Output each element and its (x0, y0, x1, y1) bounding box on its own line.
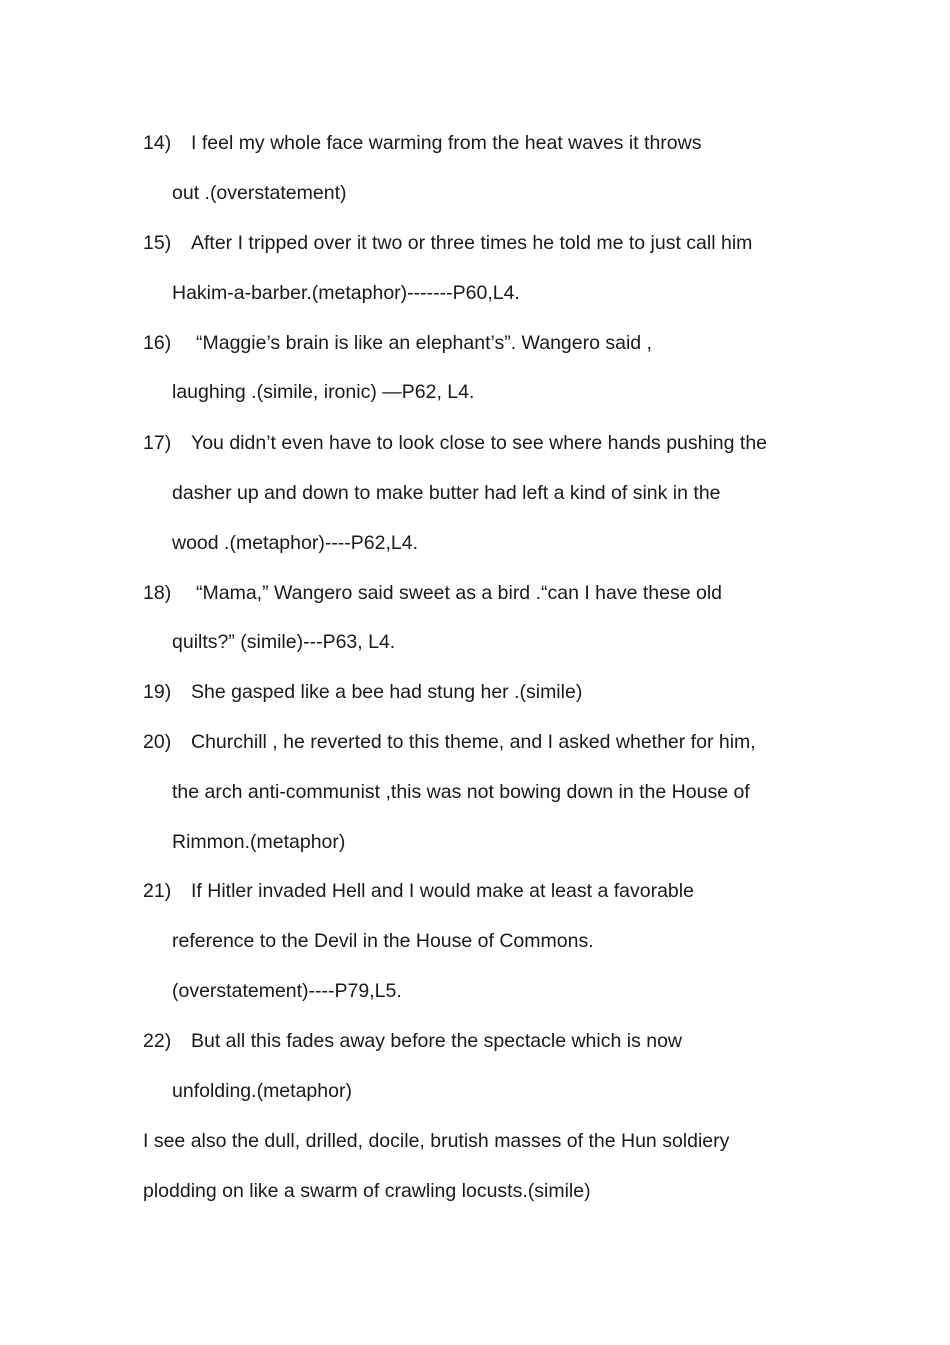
item-15-number: 15) (143, 232, 172, 254)
item-22-line-1: But all this fades away before the spectacle which is now (191, 1030, 683, 1052)
item-20-line-2: the arch anti-communist ,this was not bowing down in the House of (172, 781, 750, 803)
item-20-line-1: Churchill , he reverted to this theme, and I asked whether for him, (191, 731, 756, 753)
item-21-number: 21) (143, 880, 172, 902)
item-18-line-2: quilts?” (simile)---P63, L4. (172, 631, 396, 653)
item-17-line-3: wood .(metaphor)----P62,L4. (172, 532, 419, 554)
item-14-line-2: out .(overstatement) (172, 182, 347, 204)
item-18-number: 18) (143, 582, 172, 604)
item-15-line-2: Hakim-a-barber.(metaphor)-------P60,L4. (172, 282, 520, 304)
item-17-line-2: dasher up and down to make butter had left a kind of sink in the (172, 482, 721, 504)
item-19-number: 19) (143, 681, 172, 703)
item-21-line-3: (overstatement)----P79,L5. (172, 980, 402, 1002)
item-17-number: 17) (143, 432, 172, 454)
item-18-line-1: “Mama,” Wangero said sweet as a bird .“can I have these old (196, 582, 723, 604)
item-19-line-1: She gasped like a bee had stung her .(simile) (191, 681, 583, 703)
item-16-line-2: laughing .(simile, ironic) —P62, L4. (172, 381, 475, 403)
item-14-line-1: I feel my whole face warming from the heat waves it throws (191, 132, 702, 154)
item-20-number: 20) (143, 731, 172, 753)
closing-paragraph-line-2: plodding on like a swarm of crawling locusts.(simile) (143, 1180, 591, 1202)
item-16-line-1: “Maggie’s brain is like an elephant’s”. Wangero said , (196, 332, 652, 354)
item-17-line-1: You didn’t even have to look close to see where hands pushing the (191, 432, 768, 454)
item-20-line-3: Rimmon.(metaphor) (172, 831, 346, 853)
closing-paragraph-line-1: I see also the dull, drilled, docile, brutish masses of the Hun soldiery (143, 1130, 730, 1152)
item-22-number: 22) (143, 1030, 172, 1052)
item-21-line-2: reference to the Devil in the House of Commons. (172, 930, 594, 952)
item-21-line-1: If Hitler invaded Hell and I would make at least a favorable (191, 880, 694, 902)
item-14-number: 14) (143, 132, 172, 154)
item-15-line-1: After I tripped over it two or three times he told me to just call him (191, 232, 753, 254)
item-22-line-2: unfolding.(metaphor) (172, 1080, 352, 1102)
item-16-number: 16) (143, 332, 172, 354)
